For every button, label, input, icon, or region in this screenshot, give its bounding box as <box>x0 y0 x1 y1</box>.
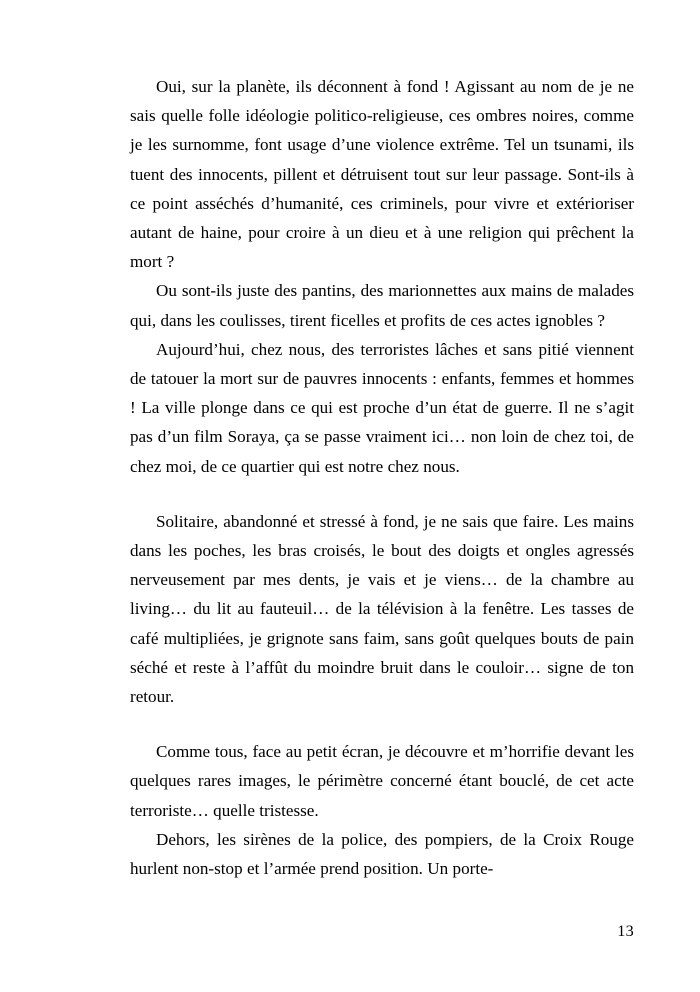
paragraph: Aujourd’hui, chez nous, des terroristes lâches et sans pitié viennent de tatouer la mort sur de pauvres innocents : enfants, femmes et hommes ! La ville plonge dans ce qui est proche d’un état de guerre. Il ne s’agit pas d’un film Soraya, ça se passe vraiment ici… non loin de chez toi, de chez moi, de ce quartier qui est notre chez nous. <box>130 339 634 476</box>
body-text-column <box>130 72 634 883</box>
paragraph: Ou sont-ils juste des pantins, des marionnettes aux mains de malades qui, dans les coulisses, tirent ficelles et profits de ces actes ignobles ? <box>130 281 634 330</box>
paragraph: Dehors, les sirènes de la police, des pompiers, de la Croix Rouge hurlent non-stop et l’armée prend position. Un porte- <box>130 829 634 879</box>
paragraph-block-1 <box>130 72 634 481</box>
paragraph-block-3 <box>130 737 634 883</box>
paragraph-block-2 <box>130 507 634 711</box>
paragraph: Oui, sur la planète, ils déconnent à fond ! Agissant au nom de je ne sais quelle folle idéologie politico-religieuse, ces ombres noires, comme je les surnomme, font usage d’une violence extrême. Tel un tsunami, ils tuent des innocents, pillent et détruisent tout sur leur passage. Sont-ils à ce point asséchés d’humanité, ces criminels, pour vivre et extérioriser autant de haine, pour croire à un dieu et à une religion qui prêchent la mort ? <box>130 77 634 272</box>
paragraph: Comme tous, face au petit écran, je découvre et m’horrifie devant les quelques rares images, le périmètre concerné étant bouclé, de cet acte terroriste… quelle tristesse. <box>130 742 634 820</box>
page-number: 13 <box>617 921 634 940</box>
paragraph: Solitaire, abandonné et stressé à fond, je ne sais que faire. Les mains dans les poches, les bras croisés, le bout des doigts et ongles agressés nerveusement par mes dents, je vais et je viens… de la chambre au living… du lit au fauteuil… de la télévision à la fenêtre. Les tasses de café multipliées, je grignote sans faim, sans goût quelques bouts de pain séché et reste à l’affût du moindre bruit dans le couloir… signe de ton retour. <box>130 511 634 707</box>
